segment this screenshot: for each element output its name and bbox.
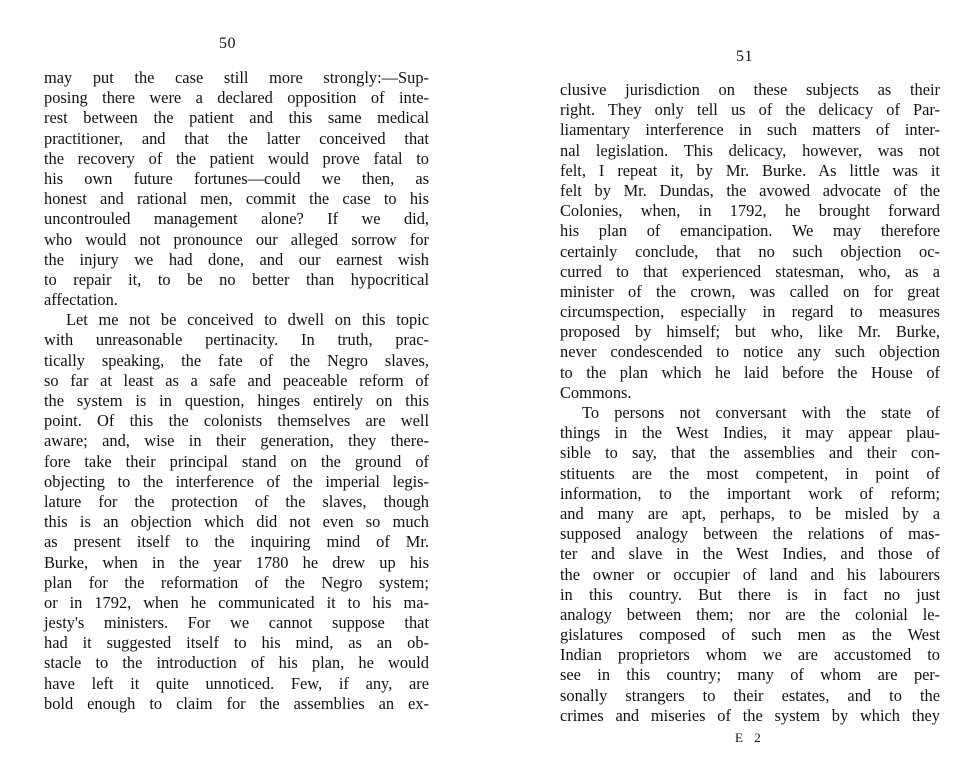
text-line: Colonies, when, in 1792, he brought forward bbox=[560, 201, 940, 221]
text-line: fore take their principal stand on the ground of bbox=[44, 451, 429, 471]
text-line: posing there were a declared opposition of inte- bbox=[44, 88, 429, 108]
text-line: as present itself to the inquiring mind of Mr. bbox=[44, 532, 429, 552]
text-line: so far at least as a safe and peaceable reform of bbox=[44, 370, 429, 390]
signature-mark: E 2 bbox=[735, 730, 765, 745]
right-page-text bbox=[560, 80, 940, 726]
left-page-text bbox=[44, 68, 429, 714]
text-line: ter and slave in the West Indies, and those of bbox=[560, 544, 940, 564]
text-line: felt, I repeat it, by Mr. Burke. As little was it bbox=[560, 160, 940, 180]
text-line: may put the case still more strongly:—Sup- bbox=[44, 68, 429, 87]
text-line: affectation. bbox=[44, 290, 118, 310]
text-line: nal legislation. This delicacy, however, was not bbox=[560, 140, 940, 160]
text-line: honest and rational men, commit the case to his bbox=[44, 189, 429, 209]
left-page-number: 50 bbox=[219, 35, 236, 52]
text-line: supposed analogy between the relations of mas- bbox=[560, 524, 940, 544]
text-line: bold enough to claim for the assemblies an ex- bbox=[44, 693, 429, 713]
text-line: who would not pronounce our alleged sorrow for bbox=[44, 229, 429, 249]
text-line: minister of the crown, was called on for great bbox=[560, 281, 940, 301]
text-line: with unreasonable pertinacity. In truth, prac- bbox=[44, 330, 429, 350]
text-line: rest between the patient and this same medical bbox=[44, 108, 429, 128]
text-line: aware; and, wise in their generation, they there- bbox=[44, 431, 429, 451]
text-line: lature for the protection of the slaves, though bbox=[44, 491, 429, 511]
text-line: Burke, when in the year 1780 he drew up his bbox=[44, 552, 429, 572]
text-line: Let me not be conceived to dwell on this topic bbox=[66, 310, 429, 330]
text-line: Indian proprietors whom we are accustomed to bbox=[560, 645, 940, 665]
text-line: point. Of this the colonists themselves are well bbox=[44, 411, 429, 431]
text-line: information, to the important work of reform; bbox=[560, 483, 940, 503]
text-line: and many are apt, perhaps, to be misled by a bbox=[560, 503, 940, 523]
text-line: proposed by himself; but who, like Mr. Burke, bbox=[560, 322, 940, 342]
book-gutter bbox=[490, 0, 491, 784]
right-page-number: 51 bbox=[736, 48, 753, 65]
text-line: had it suggested itself to his mind, as an ob- bbox=[44, 633, 429, 653]
text-line: clusive jurisdiction on these subjects as their bbox=[560, 80, 940, 99]
text-line: practitioner, and that the latter conceived that bbox=[44, 128, 429, 148]
text-line: curred to that experienced statesman, who, as a bbox=[560, 261, 940, 281]
text-line: in this country. But there is in fact no just bbox=[560, 584, 940, 604]
text-line: circumspection, especially in regard to measures bbox=[560, 302, 940, 322]
text-line: never condescended to notice any such objection bbox=[560, 342, 940, 362]
text-line: sible to say, that the assemblies and their con- bbox=[560, 443, 940, 463]
text-line: see in this country; many of whom are per- bbox=[560, 665, 940, 685]
text-line: right. They only tell us of the delicacy of Par- bbox=[560, 100, 940, 120]
text-line: the system is in question, hinges entirely on this bbox=[44, 391, 429, 410]
text-line: jesty's ministers. For we cannot suppose that bbox=[44, 613, 429, 633]
text-line: objecting to the interference of the imperial legis- bbox=[44, 471, 429, 491]
text-line: his plan of emancipation. We may therefore bbox=[560, 221, 940, 241]
text-line: stacle to the introduction of his plan, he would bbox=[44, 653, 429, 673]
text-line: crimes and miseries of the system by which they bbox=[560, 705, 940, 725]
text-line: the owner or occupier of land and his labourers bbox=[560, 564, 940, 584]
text-line: uncontrouled management alone? If we did, bbox=[44, 209, 429, 229]
text-line: his own future fortunes—could we then, as bbox=[44, 168, 429, 188]
text-line: plan for the reformation of the Negro system; bbox=[44, 572, 429, 592]
text-line: things in the West Indies, it may appear plau- bbox=[560, 423, 940, 443]
text-line: liamentary interference in such matters of inter- bbox=[560, 120, 940, 140]
text-line: felt by Mr. Dundas, the avowed advocate of the bbox=[560, 180, 940, 200]
text-line: this is an objection which did not even so much bbox=[44, 512, 429, 532]
text-line: gislatures composed of such men as the West bbox=[560, 625, 940, 645]
text-line: tically speaking, the fate of the Negro slaves, bbox=[44, 350, 429, 370]
text-line: have left it quite unnoticed. Few, if any, are bbox=[44, 673, 429, 693]
text-line: To persons not conversant with the state of bbox=[582, 403, 940, 422]
text-line: the injury we had done, and our earnest wish bbox=[44, 249, 429, 269]
text-line: sonally strangers to their estates, and to the bbox=[560, 685, 940, 705]
text-line: to the plan which he laid before the House of bbox=[560, 362, 940, 382]
text-line: to repair it, to be no better than hypocritical bbox=[44, 269, 429, 289]
text-line: certainly conclude, that no such objection oc- bbox=[560, 241, 940, 261]
text-line: or in 1792, when he communicated it to his ma- bbox=[44, 592, 429, 612]
text-line: the recovery of the patient would prove fatal to bbox=[44, 148, 429, 168]
text-line: Commons. bbox=[560, 382, 632, 402]
text-line: analogy between them; nor are the colonial le- bbox=[560, 604, 940, 624]
text-line: stituents are the most competent, in point of bbox=[560, 463, 940, 483]
